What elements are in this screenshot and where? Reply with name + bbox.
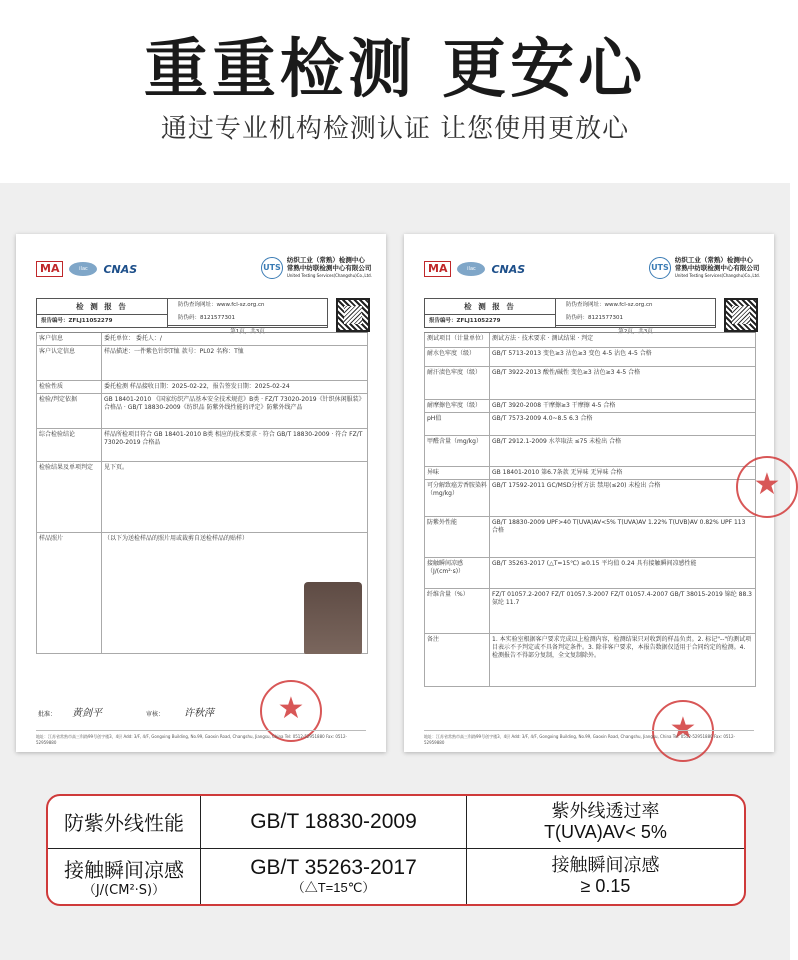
official-seal-stamp: ★ — [260, 680, 322, 742]
table-row: 异味 GB 18401-2010 第6.7条款 无异味 无异味 合格 — [424, 467, 756, 480]
table-row: 防紫外性能 GB/T 18830-2009 UPF>40 T(UVA)AV<5% T(UVA)AV 1.22% T(UVB)AV 0.82% UPF 113 合格 — [424, 517, 756, 558]
center-name-en: United Testing Services(Changshu)Co.,Ltd. — [674, 273, 760, 278]
ilac-mra-logo: ilac — [457, 262, 485, 276]
table-row: 可分解致癌芳香胺染料（mg/kg） GB/T 17592-2011 GC/MSD分析方法 禁用(≤20) 未检出 合格 — [424, 480, 756, 517]
table-row: 耐摩擦色牢度（级） GB/T 3920-2008 干摩擦≥3 干摩擦 4-5 合格 — [424, 400, 756, 413]
table-row: 检验结果及单项判定 见下页。 — [36, 462, 368, 533]
table-row: 综合检验结论 样品所检项目符合 GB 18401-2010 B类 相应的技术要求 · 符合 GB/T 18830-2009 · 符合 FZ/T 73020-2019 合格品 — [36, 429, 368, 462]
qr-code-icon — [336, 298, 370, 332]
center-name-2: 常熟中纺联检测中心有限公司 — [674, 264, 760, 272]
table-row: 测试项目（计量单位） 测试方法 · 技术要求 · 测试结果 · 判定 — [424, 333, 756, 348]
report-footer: 地址：江苏省常熟市高三科路99号创宇楼3，4层 Add: 3/F, 4/F, Gongxing Building, No.99, Gaoxin Road, Changshu, Jiangsu, China Tel: 0512-52951880 Fax: 0512-52959880 — [424, 730, 754, 746]
center-name-2: 常熟中纺联检测中心有限公司 — [286, 264, 372, 272]
table-row: 检验性质 委托检测 样品接收日期：2025-02-22，报告签发日期：2025-02-24 — [36, 381, 368, 394]
report-footer: 地址：江苏省常熟市高三科路99号创宇楼3，4层 Add: 3/F, 4/F, Gongxing Building, No.99, Gaoxin Road, Changshu, Jiangsu, China Tel: 0512-52951880 Fax: 0512-52959880 — [36, 730, 366, 746]
table-row — [48, 796, 744, 848]
report-header — [424, 298, 716, 335]
report-title: 检 测 报 告 — [37, 299, 167, 315]
table-row: 客户认定信息 样品描述：一件紫色针织T恤 款号：PL02 名称：T恤 — [36, 346, 368, 381]
table-row: 耐水色牢度（级） GB/T 5713-2013 变色≥3 沾色≥3 变色 4-5 沾色 4-5 合格 — [424, 348, 756, 367]
report-number: 报告编号：ZFLJ11052279 — [429, 318, 501, 324]
testing-center-logo — [649, 256, 760, 280]
cma-logo: MA — [36, 261, 63, 277]
test-result: 紫外线透过率 T(UVA)AV< 5% — [467, 796, 745, 848]
table-row — [48, 848, 744, 904]
summary-table — [46, 794, 746, 906]
cert-logos — [424, 258, 525, 280]
anti-fake-code: 防伪码：8121577301 — [566, 315, 623, 321]
signature-approver: 黄剑平 — [72, 708, 102, 719]
anti-fake-code: 防伪码：8121577301 — [178, 315, 235, 321]
cnas-logo: CNAS — [491, 262, 526, 276]
test-item: 接触瞬间凉感 （J/(CM²·S)） — [48, 848, 201, 904]
review-label: 审核： — [146, 711, 165, 718]
table-row: pH值 GB/T 7573-2009 4.0~8.5 6.3 合格 — [424, 413, 756, 436]
testing-center-logo — [261, 256, 372, 280]
query-site: 防伪查询网址：www.fcl-sz.org.cn — [566, 302, 653, 308]
test-report-page-2 — [404, 234, 781, 752]
page-number: 第2页，共3页 — [556, 325, 715, 339]
official-seal-stamp: ★ — [652, 700, 714, 762]
test-item: 防紫外线性能 — [48, 796, 201, 848]
uts-emblem-icon: UTS — [649, 257, 671, 279]
table-row: 甲醛含量（mg/kg） GB/T 2912.1-2009 水萃取法 ≤75 未检出 合格 — [424, 436, 756, 467]
test-report-page-1 — [16, 234, 386, 752]
table-row: 样品照片 （以下为送检样品的照片用或裁剪自送检样品的贴样） — [36, 533, 368, 654]
table-row: 检验/判定依据 GB 18401-2010 《国家纺织产品基本安全技术规范》B类 · FZ/T 73020-2019《针织休闲服装》合格品 · GB/T 18830-2009《纺织品 防紫外线性能的评定》防紫外线产品 — [36, 394, 368, 429]
report-header — [36, 298, 328, 335]
sample-photo-tshirt — [304, 582, 362, 654]
uts-emblem-icon: UTS — [261, 257, 283, 279]
center-name-en: United Testing Services(Changshu)Co.,Ltd. — [286, 273, 372, 278]
center-name: 纺织工业（常熟）检测中心 — [674, 256, 753, 264]
table-row: 接触瞬间凉感（J/(cm²·s)） GB/T 35263-2017 (△T=15℃) ≥0.15 平均值 0.24 具有接触瞬间凉感性能 — [424, 558, 756, 589]
table-row: 备注 1. 本实验室根据客户要求完成以上检测内容，检测结果只对收到的样品负责。2. 标记"--"的测试项目表示不予判定或不具备判定条件。3. 除非客户要求，本报告数据仅适用于合同约定的检测。4. 检测报告不得部分复制，全文复制除外。 — [424, 634, 756, 687]
table-row: 耐汗渍色牢度（级） GB/T 3922-2013 酸性/碱性 变色≥3 沾色≥3 4-5 合格 — [424, 367, 756, 400]
signature-reviewer: 许秋萍 — [184, 708, 214, 719]
test-result: 接触瞬间凉感 ≥ 0.15 — [467, 848, 745, 904]
cert-logos — [36, 258, 137, 280]
test-standard: GB/T 35263-2017 （△T=15℃） — [201, 848, 467, 904]
page-subtitle: 通过专业机构检测认证 让您使用更放心 — [160, 114, 630, 144]
page-title: 重重检测 更安心 — [143, 33, 647, 107]
center-name: 纺织工业（常熟）检测中心 — [286, 256, 365, 264]
table-row: 客户信息 委托单位： 委托人：/ — [36, 333, 368, 346]
header-section — [0, 0, 790, 180]
edge-seal-stamp: ★ — [736, 456, 798, 518]
approve-label: 批准： — [38, 711, 57, 718]
cma-logo: MA — [424, 261, 451, 277]
ilac-mra-logo: ilac — [69, 262, 97, 276]
table-row: 纤维含量（%） FZ/T 01057.2-2007 FZ/T 01057.3-2007 FZ/T 01057.4-2007 GB/T 38015-2019 锦纶 88.3 氨纶 11.7 — [424, 589, 756, 634]
report-number: 报告编号：ZFLJ11052279 — [41, 318, 113, 324]
report-title: 检 测 报 告 — [425, 299, 555, 315]
page-number: 第1页，共3页 — [168, 325, 327, 339]
report-table — [424, 332, 756, 687]
query-site: 防伪查询网址：www.fcl-sz.org.cn — [178, 302, 265, 308]
qr-code-icon — [724, 298, 758, 332]
cnas-logo: CNAS — [103, 262, 138, 276]
test-standard: GB/T 18830-2009 — [201, 796, 467, 848]
